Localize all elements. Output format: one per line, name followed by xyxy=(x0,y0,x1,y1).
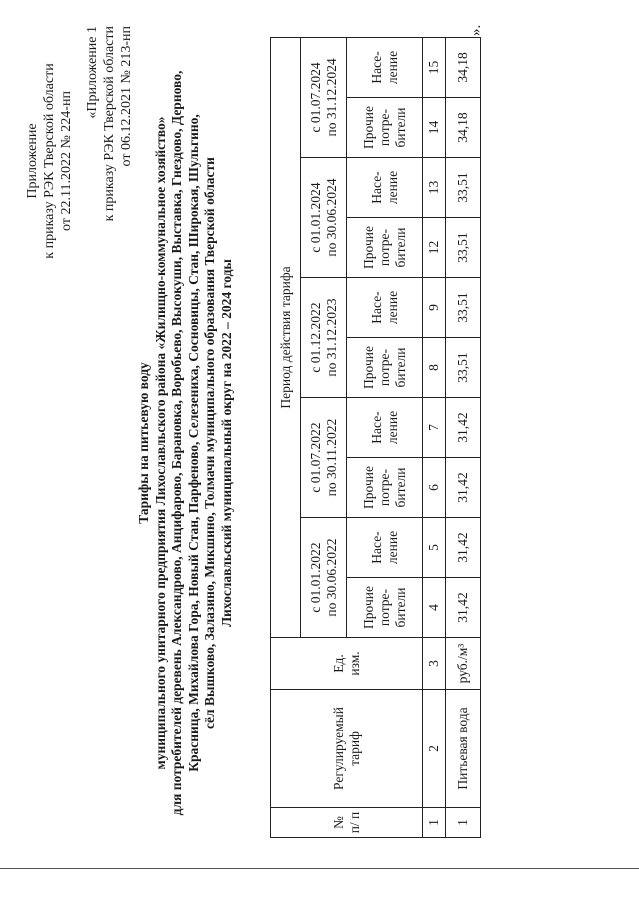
tariff-value: 31,42 xyxy=(446,458,481,518)
consumer-other-header: Прочие потре- бители xyxy=(347,338,423,398)
consumer-population-header: Насе- ление xyxy=(347,398,423,458)
tariff-value: 33,51 xyxy=(446,218,481,278)
tariff-value: 33,51 xyxy=(446,158,481,218)
annex-reference xyxy=(24,56,75,266)
row-tariff-name: Питьевая вода xyxy=(446,690,481,808)
tariff-value: 31,42 xyxy=(446,518,481,578)
column-number: 6 xyxy=(423,458,446,518)
tariff-value: 33,51 xyxy=(446,338,481,398)
column-number: 8 xyxy=(423,338,446,398)
table-row xyxy=(446,37,481,837)
prev-annex-line-1: «Приложение 1 xyxy=(85,26,100,119)
tariff-value: 31,42 xyxy=(446,398,481,458)
annex-line-2: к приказу РЭК Тверской области xyxy=(42,63,57,259)
consumer-population-header: Насе- ление xyxy=(347,518,423,578)
period-header: с 01.01.2022 по 30.06.2022 xyxy=(301,518,347,638)
rotated-document-page xyxy=(8,18,608,878)
tariff-value: 34,18 xyxy=(446,98,481,158)
title-line-6: Лихославльский муниципальный округ на 2022 – 2024 годы xyxy=(218,259,234,627)
column-number: 3 xyxy=(423,638,446,690)
tariff-value: 33,51 xyxy=(446,278,481,338)
header-row xyxy=(271,37,301,837)
title-line-1: Тарифы на питьевую воду xyxy=(136,362,151,524)
column-number: 13 xyxy=(423,158,446,218)
prev-annex-line-3: от 06.12.2021 № 213-нп xyxy=(119,26,134,167)
prev-annex-line-2: к приказу РЭК Тверской области xyxy=(102,26,117,222)
period-header: с 01.01.2024 по 30.06.2024 xyxy=(301,158,347,278)
row-unit: руб./м³ xyxy=(446,638,481,690)
period-header: с 01.07.2022 по 30.11.2022 xyxy=(301,398,347,518)
title-line-2: муниципального унитарного предприятия Лихославльского района «Жилищно-коммунальное хозяйство» xyxy=(152,116,168,770)
column-number: 1 xyxy=(423,808,446,838)
annex-line-3: от 22.11.2022 № 224-нп xyxy=(59,91,74,231)
column-number: 5 xyxy=(423,518,446,578)
page-bottom-rule xyxy=(0,868,639,869)
annex-line-1: Приложение xyxy=(25,123,40,199)
column-number: 7 xyxy=(423,398,446,458)
column-number: 12 xyxy=(423,218,446,278)
period-header: с 01.07.2024 по 31.12.2024 xyxy=(301,37,347,157)
col-header-unit: Ед. изм. xyxy=(271,638,423,690)
period-header: с 01.12.2022 по 31.12.2023 xyxy=(301,278,347,398)
previous-annex-reference xyxy=(84,26,135,266)
title-line-4: Красница, Михайлова Гора, Новый Стан, Парфеново, Селезениха, Сосновицы, Стан, Широкая, Шульгино, xyxy=(185,114,201,772)
row-number: 1 xyxy=(446,808,481,838)
column-number: 9 xyxy=(423,278,446,338)
col-header-number: № п/ п xyxy=(271,808,423,838)
tariff-value: 34,18 xyxy=(446,37,481,97)
closing-quote: ». xyxy=(468,24,484,36)
column-number-row xyxy=(423,37,446,837)
document-title xyxy=(136,28,235,858)
col-header-period: Период действия тарифа xyxy=(271,37,301,637)
consumer-other-header: Прочие потре- бители xyxy=(347,98,423,158)
title-line-3: для потребителей деревень Александрово, Анцифарово, Барановка, Воробьево, Высокуши, Выставка, Гнездово, Дерново, xyxy=(169,70,184,816)
consumer-other-header: Прочие потре- бители xyxy=(347,458,423,518)
tariff-table xyxy=(270,37,481,838)
consumer-population-header: Насе- ление xyxy=(347,278,423,338)
col-header-tariff: Регулируемый тариф xyxy=(271,690,423,808)
column-number: 14 xyxy=(423,98,446,158)
column-number: 2 xyxy=(423,690,446,808)
consumer-other-header: Прочие потре- бители xyxy=(347,578,423,638)
column-number: 15 xyxy=(423,37,446,97)
column-number: 4 xyxy=(423,578,446,638)
consumer-population-header: Насе- ление xyxy=(347,158,423,218)
title-line-5: сёл Вышково, Залазино, Микшино, Толмачи муниципального образования Тверской области xyxy=(202,157,217,729)
consumer-population-header: Насе- ление xyxy=(347,37,423,97)
tariff-value: 31,42 xyxy=(446,578,481,638)
consumer-other-header: Прочие потре- бители xyxy=(347,218,423,278)
